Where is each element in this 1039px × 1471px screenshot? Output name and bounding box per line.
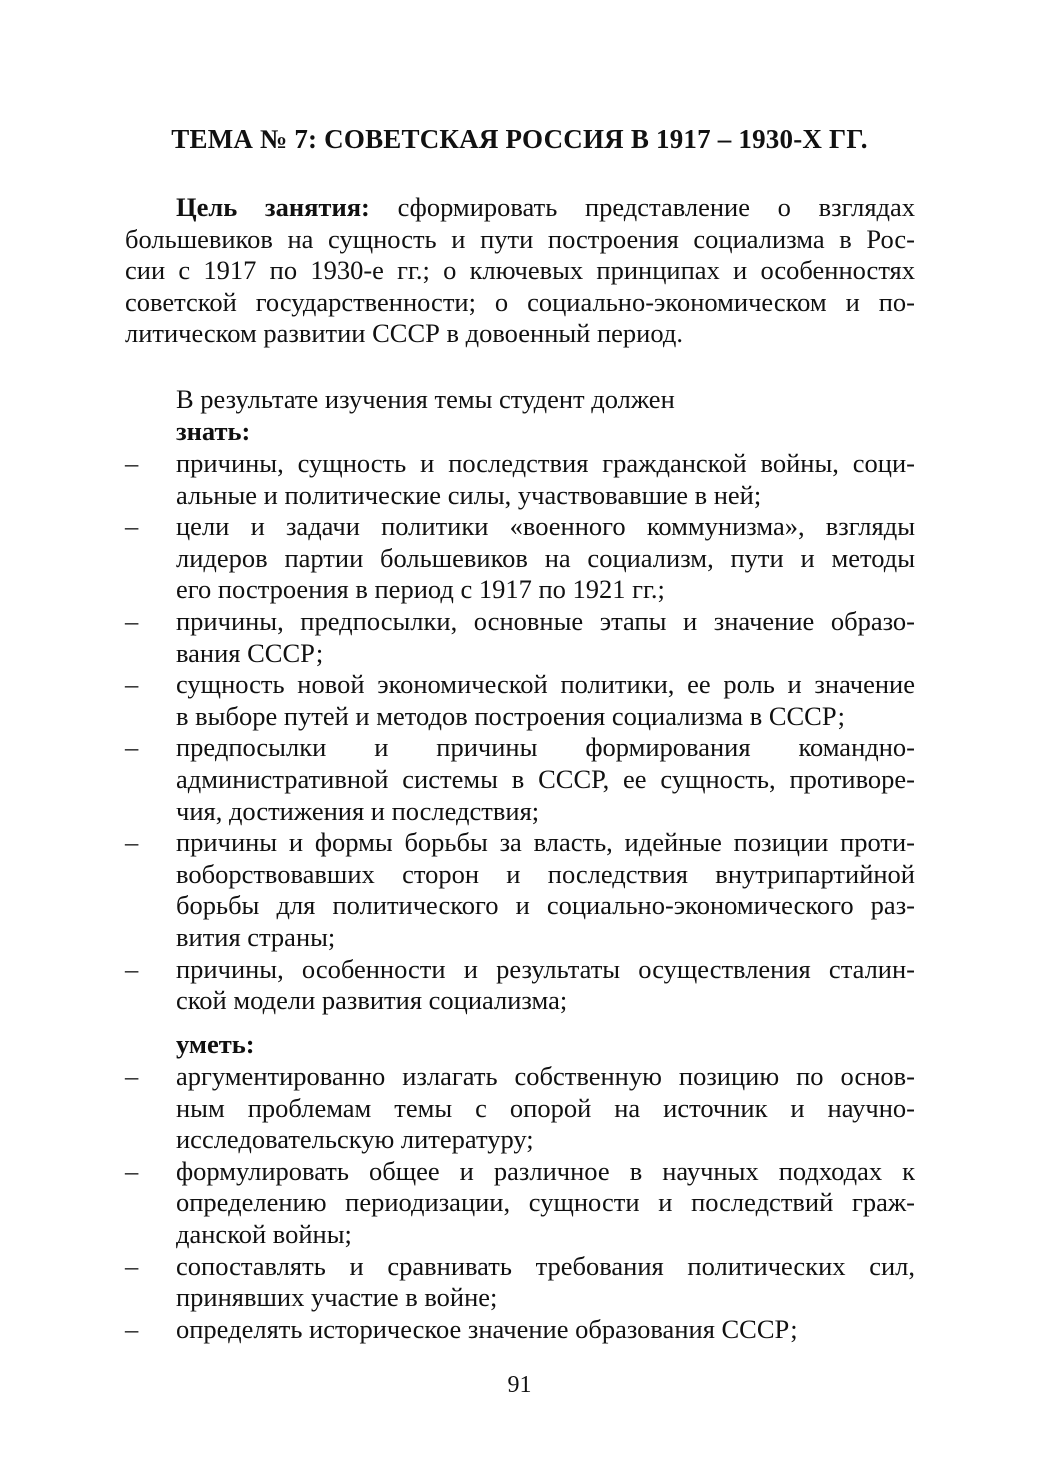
list-item-line: вания СССР; (176, 637, 324, 668)
list-dash: – (125, 1313, 139, 1344)
list-item-line: аргументированно излагать собственную позицию по основ- (176, 1061, 915, 1091)
goal-line: литическом развитии СССР в довоенный период. (125, 318, 683, 349)
can-heading: уметь: (176, 1029, 255, 1059)
list-dash: – (125, 669, 139, 700)
list-item-line: принявших участие в войне; (176, 1282, 498, 1313)
list-item-line: причины, предпосылки, основные этапы и значение образо- (176, 606, 915, 636)
goal-label: Цель занятия: (176, 192, 370, 222)
list-item-line: формулировать общее и различное в научных подходах к (176, 1155, 915, 1186)
page-title: ТЕМА № 7: СОВЕТСКАЯ РОССИЯ В 1917 – 1930-Х ГГ. (171, 124, 868, 154)
list-item-line: борьбы для политического и социально-экономического раз- (176, 890, 915, 921)
list-dash: – (125, 1250, 139, 1281)
list-item-line: вития страны; (176, 921, 336, 952)
list-item-line: лидеров партии большевиков на социализм, пути и методы (176, 542, 915, 573)
list-dash: – (125, 606, 139, 636)
list-item-line: определению периодизации, сущности и последствий граж- (176, 1187, 915, 1218)
goal-line: Цель занятия: сформировать представление о взглядах (176, 192, 916, 222)
list-item (125, 511, 915, 606)
list-dash: – (125, 827, 139, 858)
list-item-line: причины и формы борьбы за власть, идейные позиции проти- (176, 827, 915, 858)
list-item (125, 1314, 915, 1346)
list-item (125, 827, 915, 953)
list-dash: – (125, 1061, 139, 1091)
goal-line: большевиков на сущность и пути построения социализма в Рос- (125, 223, 915, 254)
list-item (125, 1251, 915, 1314)
list-item-line: воборствовавших сторон и последствия внутрипартийной (176, 858, 915, 889)
list-item-line: ской модели развития социализма; (176, 985, 568, 1016)
page-number: 91 (507, 1372, 532, 1398)
list-item (125, 1156, 915, 1251)
list-item-line: причины, особенности и результаты осуществления сталин- (176, 953, 915, 984)
list-item-line: ным проблемам темы с опорой на источник и научно- (176, 1092, 915, 1123)
list-item-line: его построения в период с 1917 по 1921 гг.; (176, 574, 665, 605)
list-item (125, 732, 915, 827)
intro-text: В результате изучения темы студент должен (176, 384, 675, 414)
list-item (125, 606, 915, 669)
goal-paragraph (125, 192, 915, 350)
list-item-line: сущность новой экономической политики, ее роль и значение (176, 669, 915, 700)
list-item-line: чия, достижения и последствия; (176, 795, 540, 826)
know-heading: знать: (176, 416, 251, 446)
list-item-line: предпосылки и причины формирования командно- (176, 732, 915, 763)
list-item-line: сопоставлять и сравнивать требования политических сил, (176, 1250, 915, 1281)
list-dash: – (125, 953, 139, 984)
list-item (125, 954, 915, 1017)
list-item-line: цели и задачи политики «военного коммунизма», взгляды (176, 511, 915, 542)
list-item (125, 448, 915, 511)
goal-line: советской государственности; о социально-экономическом и по- (125, 286, 915, 317)
list-item (125, 669, 915, 732)
list-item-line: данской войны; (176, 1218, 352, 1249)
list-dash: – (125, 732, 139, 763)
list-dash: – (125, 1155, 139, 1186)
list-item-line: в выборе путей и методов построения социализма в СССР; (176, 700, 845, 731)
list-item-line: причины, сущность и последствия гражданской войны, соци- (176, 448, 915, 478)
list-item-line: определять историческое значение образования СССР; (176, 1313, 798, 1344)
list-item-line: исследовательскую литературу; (176, 1124, 534, 1155)
goal-line: сии с 1917 по 1930-е гг.; о ключевых принципах и особенностях (125, 255, 915, 286)
list-dash: – (125, 448, 139, 478)
list-dash: – (125, 511, 139, 542)
list-item-line: административной системы в СССР, ее сущность, противоре- (176, 763, 915, 794)
list-item (125, 1061, 915, 1156)
list-item-line: альные и политические силы, участвовавшие в ней; (176, 479, 762, 510)
